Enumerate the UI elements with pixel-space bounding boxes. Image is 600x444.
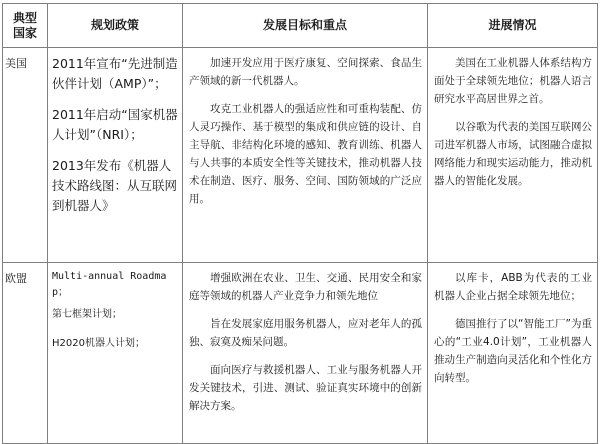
policy-cell <box>48 263 183 444</box>
goal-paragraph: 攻克工业机器人的强适应性和可重构装配、仿人灵巧操作、基于模型的集成和供应链的设计、自主导航、非结构化环境的感知、教育训练、机器人与人共事的本质安全性等关键技术，推动机器人技术在制造、医疗、服务、空间、国防领域的广泛应用。 <box>189 103 422 205</box>
policy-cell <box>48 48 183 263</box>
country-cell: 欧盟 <box>3 263 48 444</box>
policy-item: 2011年宣布“先进制造伙伴计划（AMP）”； <box>52 56 178 91</box>
status-paragraph: 德国推行了以“智能工厂”为重心的“工业4.0计划”，工业机器人推动生产制造向灵活化和个性化方向转型。 <box>434 318 592 384</box>
table-header-row <box>3 4 598 48</box>
header-country: 典型 国家 <box>3 4 48 48</box>
status-paragraph: 以谷歌为代表的美国互联网公司进军机器人市场，试图融合虚拟网络能力和现实运动能力，推动机器人的智能化发展。 <box>434 121 592 187</box>
goals-cell <box>183 48 428 263</box>
header-policy: 规划政策 <box>48 4 183 48</box>
policy-item: 第七框架计划； <box>52 309 122 320</box>
goals-cell <box>183 263 428 444</box>
header-status: 进展情况 <box>428 4 598 48</box>
status-paragraph: 美国在工业机器人体系结构方面处于全球领先地位；机器人语言研究水平高居世界之首。 <box>434 57 592 105</box>
country-cell: 美国 <box>3 48 48 263</box>
status-paragraph: 以库卡，ABB为代表的工业机器人企业占据全球领先地位； <box>434 272 592 302</box>
goal-paragraph: 加速开发应用于医疗康复、空间探索、食品生产领域的新一代机器人。 <box>189 57 422 87</box>
status-cell <box>428 263 598 444</box>
policy-item: 2011年启动“国家机器人计划”（NRI）； <box>52 107 178 142</box>
policy-item: 2013年发布《机器人技术路线图：从互联网到机器人》 <box>52 158 178 213</box>
status-cell <box>428 48 598 263</box>
policy-item: Multi-annual Roadmap； <box>52 271 167 298</box>
table-row <box>3 48 598 263</box>
header-goals: 发展目标和重点 <box>183 4 428 48</box>
policy-item: H2020机器人计划； <box>52 338 145 349</box>
goal-paragraph: 增强欧洲在农业、卫生、交通、民用安全和家庭等领域的机器人产业竞争力和领先地位 <box>189 272 422 302</box>
table-row <box>3 263 598 444</box>
policy-table <box>2 3 598 444</box>
goal-paragraph: 面向医疗与救援机器人、工业与服务机器人开发关键技术，引进、测试、验证真实环境中的创新解决方案。 <box>189 364 422 412</box>
goal-paragraph: 旨在发展家庭用服务机器人，应对老年人的孤独、寂寞及痴呆问题。 <box>189 318 422 348</box>
